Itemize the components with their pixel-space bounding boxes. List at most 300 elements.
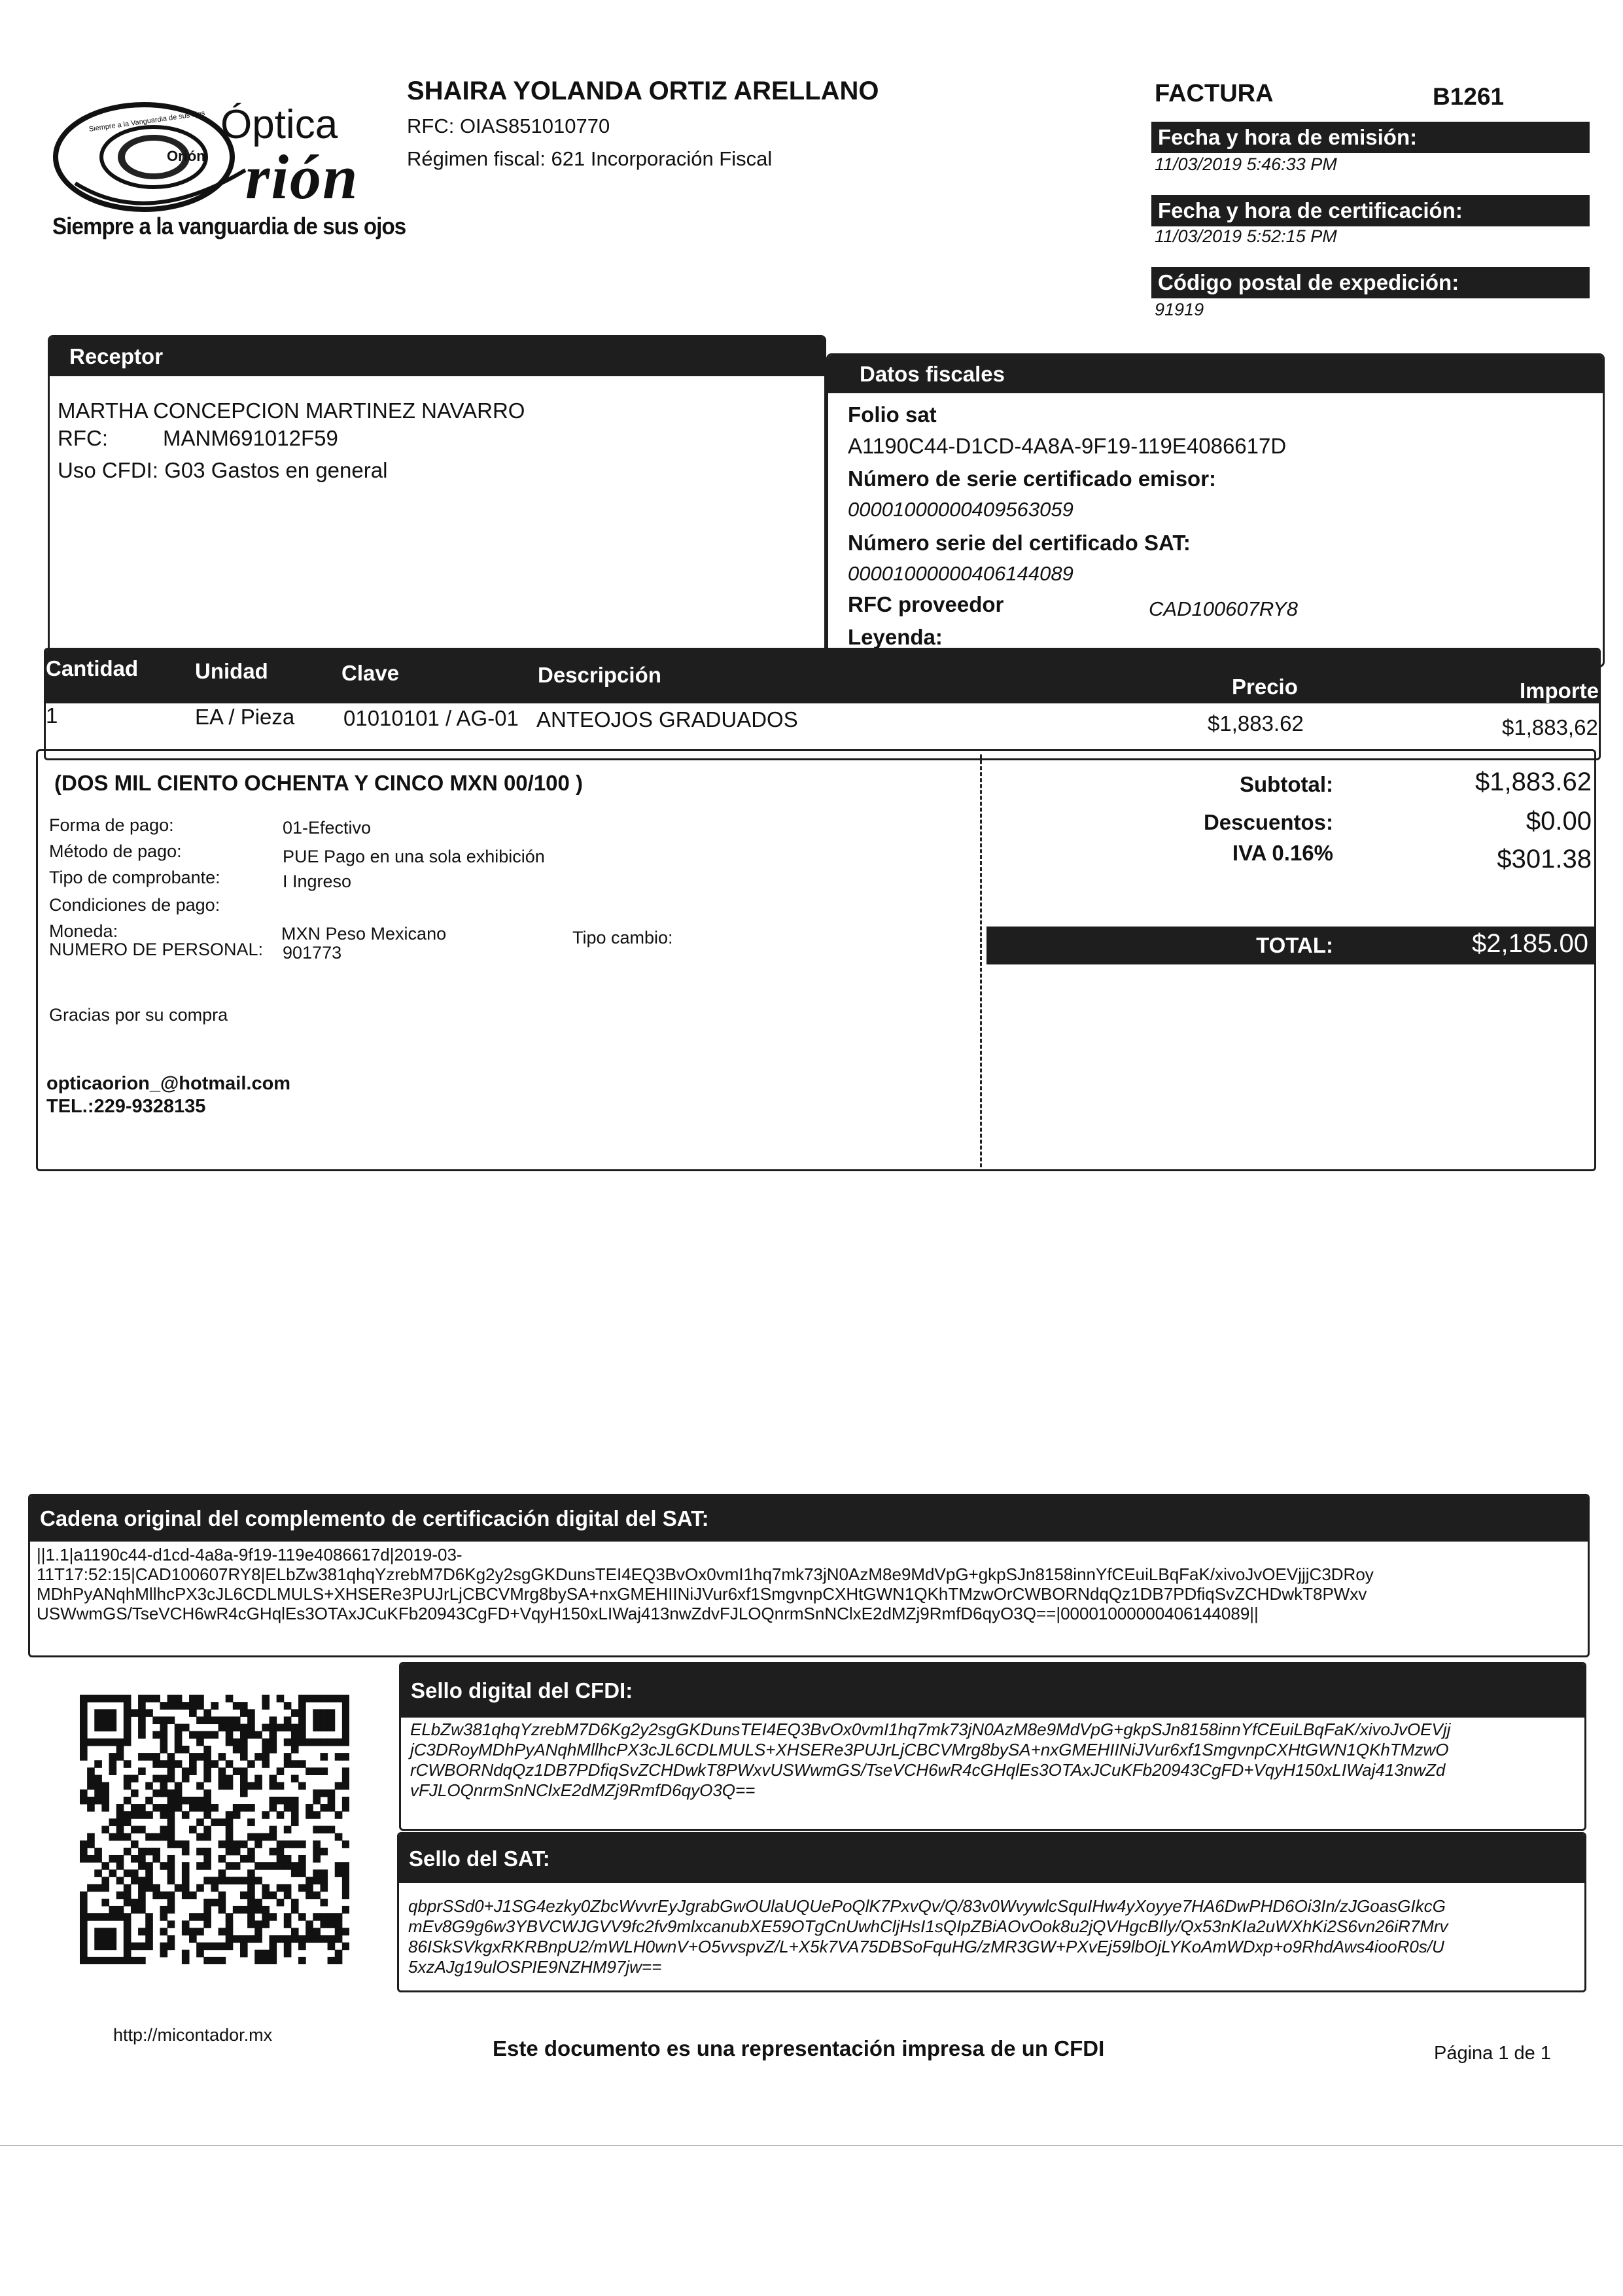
qr-module [101,1709,109,1717]
qr-module [262,1811,270,1819]
qr-module [305,1920,313,1928]
qr-module [270,1775,277,1782]
qr-module [80,1935,88,1943]
qr-module [203,1862,211,1870]
tipo-cambio-label: Tipo cambio: [572,928,673,947]
qr-module [80,1709,88,1717]
invoice-type: FACTURA [1155,80,1274,107]
qr-module [160,1782,167,1790]
qr-module [124,1695,131,1703]
qr-module [262,1702,270,1710]
qr-module [124,1739,131,1746]
qr-module [298,1702,306,1710]
qr-module [277,1797,285,1805]
qr-module [270,1862,277,1870]
qr-module [182,1775,190,1782]
qr-module [226,1731,234,1739]
qr-module [131,1855,139,1863]
qr-module [152,1716,160,1724]
qr-module [203,1833,211,1841]
sello-sat-text [408,1896,1579,1977]
qr-module [196,1943,204,1951]
sello-cfdi-line: vFJLOQnrmSnNClxE2dMZj9RmfD6qyO3Q== [410,1780,756,1800]
qr-module [328,1695,336,1703]
qr-module [167,1811,175,1819]
qr-module [240,1739,248,1746]
qr-module [80,1899,88,1907]
qr-module [247,1906,255,1914]
qr-module [124,1957,131,1964]
qr-module [87,1884,95,1892]
cp-label: Código postal de expedición: [1158,270,1459,294]
sello-sat-line: 5xzAJg19ulOSPIE9NZHM97jw== [408,1957,662,1977]
qr-module [313,1869,321,1877]
qr-module [160,1826,167,1833]
qr-module [342,1695,349,1703]
total-bar [986,927,1595,964]
qr-module [254,1906,262,1914]
qr-module [196,1731,204,1739]
qr-module [196,1950,204,1958]
qr-module [152,1848,160,1856]
qr-module [182,1957,190,1964]
qr-module [211,1804,218,1812]
row-cantidad: 1 [46,703,58,728]
qr-module [298,1724,306,1732]
qr-module [313,1913,321,1921]
qr-module [109,1716,117,1724]
qr-module [247,1920,255,1928]
qr-module [320,1804,328,1812]
receptor-name: MARTHA CONCEPCION MARTINEZ NAVARRO [58,398,525,423]
qr-module [328,1943,336,1951]
sello-sat-line: mEv8G9g6w3YBVCWJGVV9fc2fv9mlxcanubXE59OTgCnUwhCljHsI1sQIpZBiAOvOok8u2jQVHgcBIly/Qx53nKIa2uWXhKi2S6vn26iR7Mrv [408,1916,1448,1936]
qr-module [247,1818,255,1826]
qr-module [145,1913,153,1921]
qr-module [305,1877,313,1884]
receptor-uso-value: G03 Gastos en general [164,458,388,482]
qr-module [175,1746,183,1754]
qr-module [160,1906,167,1914]
qr-module [277,1767,285,1775]
qr-module [203,1775,211,1782]
qr-module [175,1884,183,1892]
qr-module [131,1906,139,1914]
qr-module [80,1892,88,1899]
qr-module [226,1841,234,1848]
qr-module [240,1855,248,1863]
qr-module [342,1862,349,1870]
qr-module [211,1818,218,1826]
receptor-uso-label: Uso CFDI: [58,458,159,482]
cadena-header-label: Cadena original del complemento de certificación digital del SAT: [40,1506,709,1530]
logo-ring-text: Siempre a la Vanguardia de sus ojos [88,109,206,133]
qr-module [284,1913,292,1921]
qr-module [167,1855,175,1863]
qr-module [203,1746,211,1754]
footer-note: Este documento es una representación impresa de un CFDI [493,2036,1105,2060]
qr-module [101,1928,109,1935]
qr-module [182,1884,190,1892]
qr-module [226,1760,234,1768]
qr-module [284,1884,292,1892]
qr-module [124,1913,131,1921]
row-descripcion: ANTEOJOS GRADUADOS [536,707,798,732]
qr-module [196,1716,204,1724]
qr-module [247,1782,255,1790]
qr-module [101,1797,109,1805]
qr-module [182,1928,190,1935]
qr-code-graphic [80,1695,349,1964]
qr-module [109,1695,117,1703]
descuentos-value: $0.00 [1526,807,1592,836]
qr-module [87,1782,95,1790]
summary-box [36,749,1596,1171]
qr-module [138,1702,146,1710]
qr-module [203,1943,211,1951]
iva-label: IVA 0.16% [1232,841,1333,865]
qr-module [218,1957,226,1964]
condiciones-label: Condiciones de pago: [49,895,220,915]
qr-module [167,1775,175,1782]
qr-module [277,1899,285,1907]
qr-module [124,1884,131,1892]
qr-module [270,1739,277,1746]
qr-module [262,1746,270,1754]
qr-module [80,1950,88,1958]
qr-module [226,1877,234,1884]
qr-module [101,1695,109,1703]
subtotal-value: $1,883.62 [1475,768,1592,796]
qr-module [87,1855,95,1863]
qr-module [277,1855,285,1863]
subtotal-label: Subtotal: [1240,772,1333,796]
qr-module [109,1943,117,1951]
qr-module [131,1957,139,1964]
qr-module [240,1906,248,1914]
qr-module [226,1818,234,1826]
qr-module [80,1753,88,1761]
issuer-rfc-value: OIAS851010770 [459,115,610,137]
qr-module [94,1739,102,1746]
qr-module [211,1877,218,1884]
qr-module [270,1782,277,1790]
qr-module [277,1841,285,1848]
qr-module [160,1913,167,1921]
qr-module [101,1862,109,1870]
qr-module [254,1950,262,1958]
qr-module [270,1957,277,1964]
qr-module [152,1892,160,1899]
personal-label: NUMERO DE PERSONAL: [49,940,264,959]
qr-module [284,1862,292,1870]
qr-module [189,1709,197,1717]
logo-badge-text: Orión [167,148,205,164]
qr-module [160,1746,167,1754]
receptor-box [48,335,826,654]
qr-module [305,1892,313,1899]
qr-module [124,1943,131,1951]
sello-sat-header-label: Sello del SAT: [409,1846,550,1871]
qr-module [152,1884,160,1892]
qr-module [247,1877,255,1884]
qr-module [124,1833,131,1841]
qr-module [218,1928,226,1935]
forma-label: Forma de pago: [49,815,174,835]
qr-module [138,1811,146,1819]
qr-module [226,1943,234,1951]
qr-module [218,1716,226,1724]
issuer-regimen-value: 621 Incorporación Fiscal [551,147,773,170]
qr-module [335,1950,343,1958]
qr-module [320,1877,328,1884]
qr-module [305,1767,313,1775]
qr-module [131,1709,139,1717]
qr-module [254,1833,262,1841]
qr-module [94,1913,102,1921]
qr-module [298,1869,306,1877]
qr-module [124,1920,131,1928]
qr-module [247,1892,255,1899]
qr-module [226,1928,234,1935]
qr-module [109,1753,117,1761]
qr-module [262,1920,270,1928]
qr-module [160,1724,167,1732]
fiscal-box [826,353,1605,667]
fiscal-rfc-prov-label: RFC proveedor [848,592,1004,616]
qr-module [196,1702,204,1710]
qr-module [305,1884,313,1892]
page-edge-line [0,2145,1623,2146]
moneda-label: Moneda: [49,921,118,941]
qr-module [284,1760,292,1768]
qr-module [116,1746,124,1754]
qr-module [94,1775,102,1782]
qr-module [342,1928,349,1935]
row-clave: 01010101 / AG-01 [343,706,519,730]
qr-module [109,1767,117,1775]
qr-module [247,1760,255,1768]
qr-module [247,1913,255,1921]
qr-module [203,1804,211,1812]
qr-module [101,1790,109,1797]
qr-module [342,1877,349,1884]
qr-module [138,1724,146,1732]
qr-module [167,1935,175,1943]
qr-module [145,1862,153,1870]
qr-module [328,1804,336,1812]
logo-brand-top: Óptica [220,102,338,147]
qr-module [87,1775,95,1782]
qr-module [233,1702,241,1710]
qr-module [218,1753,226,1761]
qr-module [175,1797,183,1805]
qr-module [233,1767,241,1775]
qr-module [313,1855,321,1863]
qr-module [124,1716,131,1724]
qr-module [270,1724,277,1732]
qr-module [145,1709,153,1717]
qr-module [94,1797,102,1805]
qr-module [335,1935,343,1943]
qr-module [167,1877,175,1884]
qr-module [342,1906,349,1914]
qr-module [262,1950,270,1958]
qr-module [328,1957,336,1964]
col-cantidad: Cantidad [46,656,139,680]
qr-module [284,1841,292,1848]
qr-module [124,1709,131,1717]
fiscal-folio: A1190C44-D1CD-4A8A-9F19-119E4086617D [848,434,1287,458]
row-importe: $1,883,62 [1502,715,1598,739]
qr-module [247,1709,255,1717]
sello-cfdi-line: jC3DRoyMDhPyANqhMllhcPX3cJL6CDLMULS+XHSERe3PUJrLjCBCVMrg8bySA+nxGMEHIINiJVur6xf1SmgvnpCXHtGWN1QKhTMzwO [410,1740,1449,1759]
qr-module [101,1826,109,1833]
qr-module [116,1811,124,1819]
receptor-rfc-label: RFC: [58,426,108,450]
qr-module [138,1892,146,1899]
qr-module [218,1818,226,1826]
qr-module [182,1869,190,1877]
qr-module [233,1906,241,1914]
qr-module [196,1753,204,1761]
qr-module [233,1739,241,1746]
qr-module [240,1950,248,1958]
qr-module [342,1892,349,1899]
qr-module [262,1884,270,1892]
qr-module [298,1935,306,1943]
qr-module [291,1731,299,1739]
tipo-value: I Ingreso [283,872,352,891]
qr-module [305,1928,313,1935]
footer-url[interactable]: http://micontador.mx [113,2025,273,2045]
qr-module [247,1731,255,1739]
qr-module [203,1920,211,1928]
qr-module [262,1862,270,1870]
qr-module [240,1767,248,1775]
qr-module [94,1848,102,1856]
qr-module [342,1841,349,1848]
qr-module [240,1935,248,1943]
qr-module [218,1869,226,1877]
qr-module [152,1695,160,1703]
sello-cfdi-line: ELbZw381qhqYzrebM7D6Kg2y2sgGKDunsTEI4EQ3BvOx0vmI1hq7mk73jN0AzM8e9MdVpG+gkpSJn8158innYfCEuiLBqFaK/xivoJvOEVjj [410,1720,1451,1739]
qr-module [203,1760,211,1768]
qr-module [270,1716,277,1724]
row-precio: $1,883.62 [1208,711,1304,735]
qr-module [94,1782,102,1790]
qr-module [160,1892,167,1899]
thanks-note: Gracias por su compra [49,1005,228,1025]
qr-module [145,1753,153,1761]
qr-module [124,1782,131,1790]
qr-module [313,1797,321,1805]
qr-module [116,1862,124,1870]
qr-module [203,1811,211,1819]
qr-module [87,1767,95,1775]
qr-module [131,1877,139,1884]
qr-module [277,1695,285,1703]
qr-module [298,1841,306,1848]
qr-module [196,1928,204,1935]
qr-module [284,1804,292,1812]
qr-module [109,1818,117,1826]
qr-module [291,1724,299,1732]
qr-module [320,1899,328,1907]
qr-module [116,1855,124,1863]
qr-module [145,1943,153,1951]
cadena-line: 11T17:52:15|CAD100607RY8|ELbZw381qhqYzrebM7D6Kg2y2sgGKDunsTEI4EQ3BvOx0vmI1hq7mk73jN0AzM8e9MdVpG+gkpSJn8158innYfCEuiLBqFaK/xivoJvOEVjjjC3DRoy [37,1564,1374,1584]
qr-module [284,1702,292,1710]
qr-module [226,1913,234,1921]
qr-module [138,1753,146,1761]
qr-module [335,1833,343,1841]
qr-module [145,1848,153,1856]
contact-tel: TEL.:229-9328135 [46,1096,206,1117]
qr-module [124,1899,131,1907]
qr-module [284,1950,292,1958]
qr-module [262,1833,270,1841]
qr-module [254,1957,262,1964]
qr-module [124,1811,131,1819]
qr-module [101,1877,109,1884]
qr-module [182,1950,190,1958]
qr-code [80,1695,349,1964]
qr-module [320,1716,328,1724]
qr-module [335,1782,343,1790]
qr-module [167,1695,175,1703]
qr-module [313,1811,321,1819]
qr-module [167,1760,175,1768]
qr-module [87,1833,95,1841]
qr-module [131,1826,139,1833]
qr-module [203,1877,211,1884]
qr-module [298,1731,306,1739]
qr-module [270,1913,277,1921]
qr-module [254,1920,262,1928]
qr-module [109,1906,117,1914]
qr-module [101,1716,109,1724]
qr-module [305,1935,313,1943]
qr-module [182,1841,190,1848]
qr-module [152,1833,160,1841]
emission-header [1151,122,1590,153]
qr-module [131,1841,139,1848]
qr-module [218,1767,226,1775]
qr-module [116,1957,124,1964]
qr-module [284,1935,292,1943]
qr-module [175,1702,183,1710]
qr-module [284,1826,292,1833]
qr-module [270,1797,277,1805]
qr-module [262,1760,270,1768]
qr-module [247,1724,255,1732]
qr-module [262,1913,270,1921]
qr-module [94,1695,102,1703]
qr-module [262,1695,270,1703]
qr-module [320,1913,328,1921]
qr-module [291,1818,299,1826]
qr-module [233,1862,241,1870]
qr-module [87,1957,95,1964]
qr-module [270,1833,277,1841]
qr-module [94,1709,102,1717]
qr-module [182,1811,190,1819]
qr-module [124,1950,131,1958]
qr-module [226,1811,234,1819]
qr-module [94,1760,102,1768]
qr-module [101,1913,109,1921]
